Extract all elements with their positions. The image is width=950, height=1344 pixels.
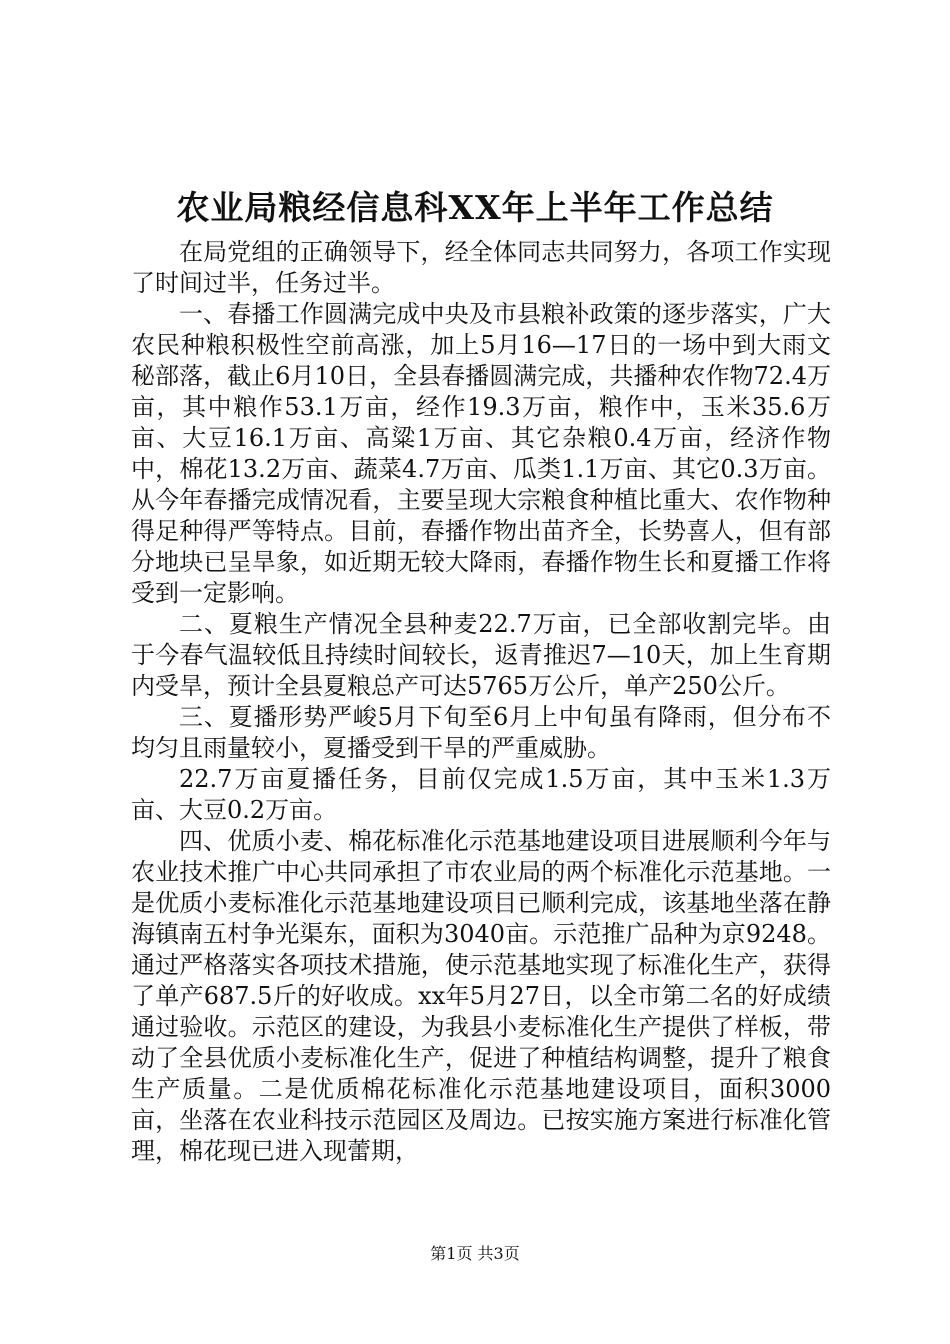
paragraph-summer-grain: 二、夏粮生产情况全县种麦22.7万亩，已全部收割完毕。由于今春气温较低且持续时间较长，返青推迟7—10天，加上生育期内受旱，预计全县夏粮总产可达5765万公斤，单产250公斤。 [131, 610, 831, 700]
page-footer: 第1页 共3页 [430, 1244, 520, 1263]
paragraph-spring-sowing: 一、春播工作圆满完成中央及市县粮补政策的逐步落实，广大农民种粮积极性空前高涨，加上5月16—17日的一场中到大雨文秘部落，截止6月10日，全县春播圆满完成，共播种农作物72.4万亩，其中粮作53.1万亩，经作19.3万亩，粮作中，玉米35.6万亩、大豆16.1万亩、高粱1万亩、其它杂粮0.4万亩，经济作物中，棉花13.2万亩、蔬菜4.7万亩、瓜类1.1万亩、其它0.3万亩。从今年春播完成情况看，主要呈现大宗粮食种植比重大、农作物种得足种得严等特点。目前，春播作物出苗齐全，长势喜人，但有部分地块已呈旱象，如近期无较大降雨，春播作物生长和夏播工作将受到一定影响。 [131, 300, 831, 607]
paragraph-summer-sowing-task: 22.7万亩夏播任务，目前仅完成1.5万亩，其中玉米1.3万亩、大豆0.2万亩。 [131, 765, 831, 824]
document-body [131, 237, 831, 1167]
document-title: 农业局粮经信息科XX年上半年工作总结 [176, 188, 774, 227]
paragraph-intro: 在局党组的正确领导下，经全体同志共同努力，各项工作实现了时间过半，任务过半。 [131, 238, 831, 297]
paragraph-summer-sowing: 三、夏播形势严峻5月下旬至6月上中旬虽有降雨，但分布不均匀且雨量较小，夏播受到干旱的严重威胁。 [131, 703, 831, 762]
paragraph-demonstration-base: 四、优质小麦、棉花标准化示范基地建设项目进展顺利今年与农业技术推广中心共同承担了市农业局的两个标准化示范基地。一是优质小麦标准化示范基地建设项目已顺利完成，该基地坐落在静海镇南五村争光渠东，面积为3040亩。示范推广品种为京9248。通过严格落实各项技术措施，使示范基地实现了标准化生产，获得了单产687.5斤的好收成。xx年5月27日，以全市第二名的好成绩通过验收。示范区的建设，为我县小麦标准化生产提供了样板，带动了全县优质小麦标准化生产，促进了种植结构调整，提升了粮食生产质量。二是优质棉花标准化示范基地建设项目，面积3000亩，坐落在农业科技示范园区及周边。已按实施方案进行标准化管理，棉花现已进入现蕾期， [131, 827, 831, 1165]
